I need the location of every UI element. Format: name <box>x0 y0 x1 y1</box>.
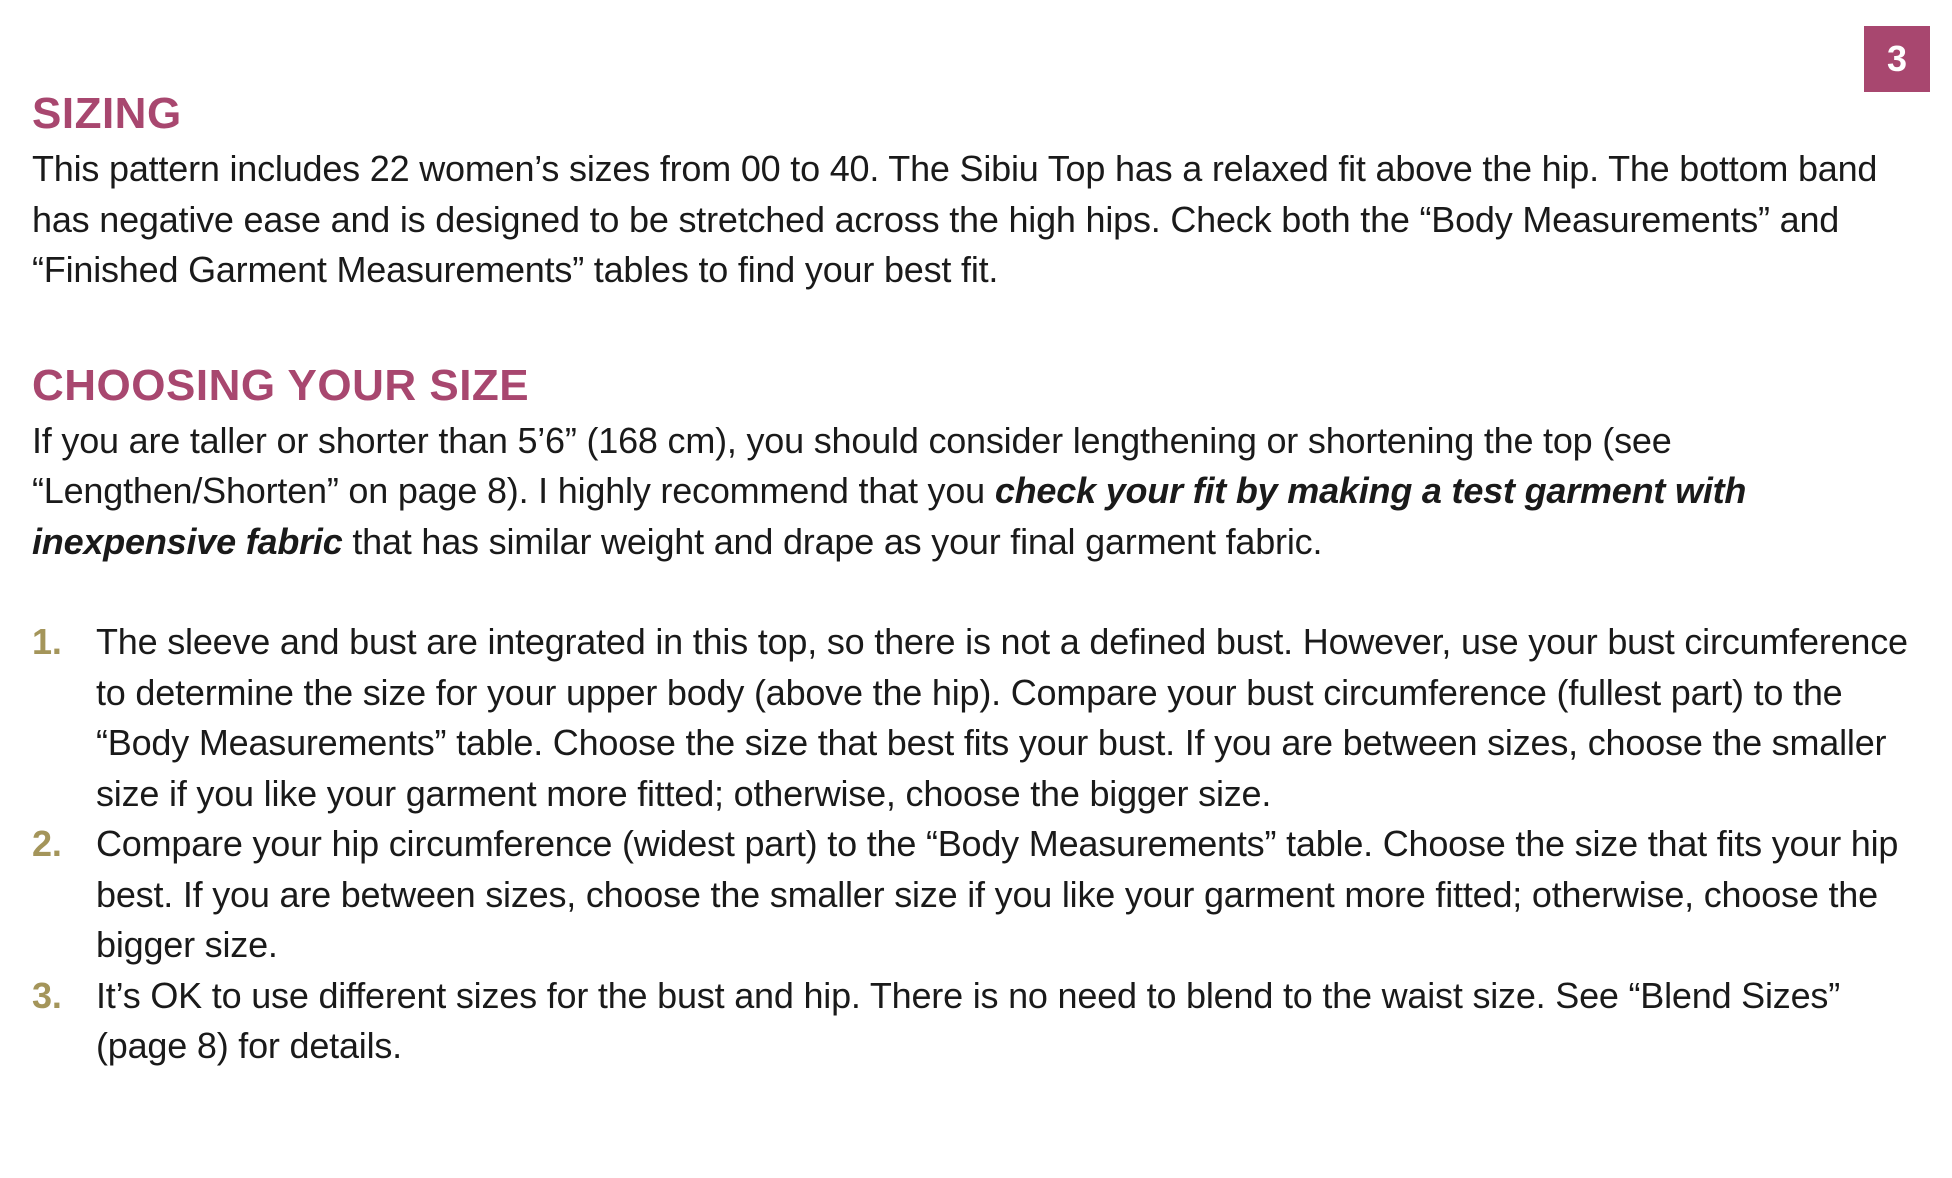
choosing-text-emphasis: check your fit by making a test garment with inexpensive fabric <box>32 470 1747 562</box>
choosing-text-end: that has similar weight and drape as your final garment fabric. <box>342 520 1323 562</box>
choosing-size-paragraph <box>32 416 1922 568</box>
choosing-size-heading: CHOOSING YOUR SIZE <box>32 360 530 410</box>
step-number: 3. <box>32 974 62 1016</box>
choosing-text-start: If you are taller or shorter than 5’6” (168 cm), you should consider lengthening or shortening the top (see “Lengthen/Shorten” on page 8). I highly recommend that you <box>32 419 1672 511</box>
sizing-heading: SIZING <box>32 89 182 138</box>
step-number: 2. <box>32 823 62 864</box>
step-text: It’s OK to use different sizes for the bust and hip. There is no need to blend to the waist size. See “Blend Sizes” (page 8) for details. <box>96 974 1841 1066</box>
step-text: The sleeve and bust are integrated in this top, so there is not a defined bust. However, use your bust circumference to determine the size for your upper body (above the hip). Compare your bust circumference (fullest part) to the “Body Measurements” table. Choose the size that best fits your bust. If you are between sizes, choose the smaller size if you like your garment more fitted; otherwise, choose the bigger size. <box>96 621 1908 814</box>
sizing-paragraph: This pattern includes 22 women’s sizes from 00 to 40. The Sibiu Top has a relaxed fit above the hip. The bottom band has negative ease and is designed to be stretched across the high hips. Check both the “Body Measurements” and “Finished Garment Measurements” tables to find your best fit. <box>32 148 1878 290</box>
document-content <box>32 84 1922 1072</box>
page-number-badge: 3 <box>1864 26 1930 92</box>
list-item <box>32 971 1922 1072</box>
list-item <box>32 617 1922 819</box>
list-item <box>32 819 1922 971</box>
step-number: 1. <box>32 621 62 662</box>
step-text: Compare your hip circumference (widest part) to the “Body Measurements” table. Choose the size that fits your hip best. If you are between sizes, choose the smaller size if you like your garment more fitted; otherwise, choose the bigger size. <box>96 823 1899 965</box>
size-steps-list <box>32 617 1922 1072</box>
